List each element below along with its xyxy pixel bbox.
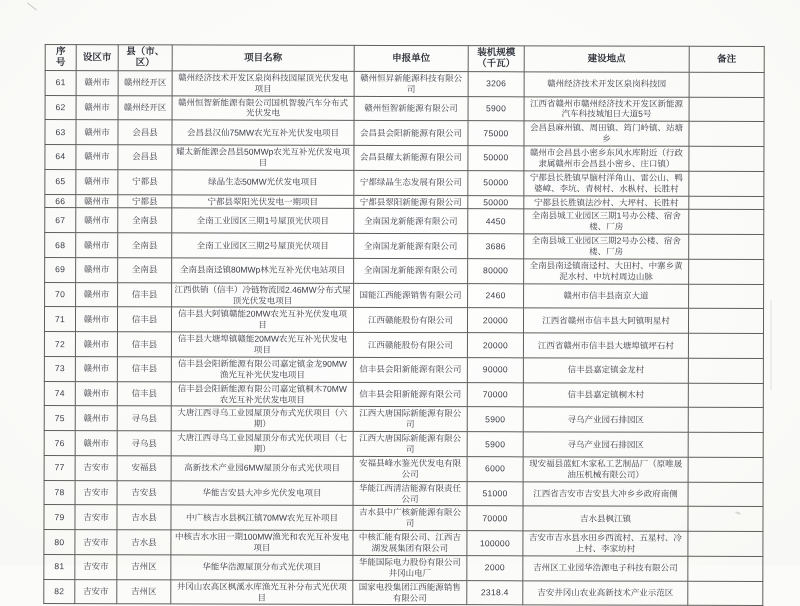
cell-project: 绿晶生态50MW光伏发电项目 (172, 170, 354, 195)
table-row (44, 406, 763, 433)
column-header-project: 项目名称 (172, 45, 354, 71)
column-header-capacity: 装机规模 （千瓦） (468, 46, 524, 72)
cell-capacity: 2000 (467, 556, 523, 581)
cell-applicant: 吉水县中广核新能源有限公司 (353, 506, 467, 531)
project-table (43, 44, 764, 606)
cell-county: 信丰县 (118, 282, 172, 307)
cell-location: 江西省赣州市赣州经济技术开发区新能源汽车科技城旭日大道5号 (524, 96, 689, 121)
cell-city: 赣州市 (76, 282, 118, 307)
cell-applicant: 中核汇能有限公司、江西吉湖发展集团有限公司 (353, 531, 467, 556)
cell-county: 信丰县 (117, 332, 171, 357)
cell-applicant: 江西赣能股份有限公司 (353, 308, 467, 333)
cell-project: 宁都县翠阳光伏发电一期项目 (172, 194, 354, 208)
cell-remark (689, 122, 764, 147)
cell-remark (688, 556, 763, 581)
cell-location: 赣州市会昌县小密乡东风水库附近（行政隶属赣州市会昌县小密乡、庄口镇） (524, 146, 689, 171)
cell-capacity: 4450 (468, 209, 524, 234)
cell-applicant: 宁都绿晶生态发展有限公司 (354, 170, 468, 195)
cell-capacity: 75000 (468, 121, 524, 146)
cell-location: 宁都县长胜镇早脑村洋角山、雷公山、鸭婆嶂、李坑、青树村、水枞村、长胜村 (524, 171, 689, 196)
cell-capacity: 5900 (467, 432, 523, 457)
cell-city: 吉安市 (75, 505, 117, 530)
cell-capacity: 100000 (467, 531, 523, 556)
table-row (45, 169, 764, 196)
cell-capacity: 80000 (468, 259, 524, 284)
table-row (44, 332, 763, 359)
cell-applicant: 江西大唐国际新能源有限公司 (353, 407, 467, 432)
cell-project: 高新技术产业园6MW屋顶分布式光伏项目 (171, 456, 353, 481)
cell-remark (688, 408, 763, 433)
project-table-wrap (43, 44, 763, 606)
cell-county: 宁都县 (118, 194, 172, 208)
cell-city: 赣州市 (75, 357, 117, 382)
cell-county: 全南县 (118, 233, 172, 258)
table-row (45, 95, 764, 122)
cell-county: 信丰县 (117, 357, 171, 382)
cell-project: 信丰县会阳新能源有限公司嘉定镇金龙90MW渔光互补光伏发电项目 (171, 357, 353, 382)
cell-city: 吉安市 (75, 530, 117, 555)
cell-capacity: 70000 (467, 506, 523, 531)
cell-location: 赣州经济技术开发区泉岗科技园 (524, 72, 689, 97)
table-row (45, 282, 764, 309)
cell-capacity: 50000 (468, 195, 524, 209)
column-header-county: 县（市、 区） (118, 45, 172, 71)
table-row (45, 120, 764, 147)
cell-remark (688, 531, 763, 556)
cell-county: 信丰县 (117, 307, 171, 332)
cell-applicant: 江西赣能股份有限公司 (353, 333, 467, 358)
cell-applicant: 赣州恒智新能源有限公司 (354, 96, 468, 121)
cell-applicant: 华能国际电力股份有限公司井冈山电厂 (353, 555, 467, 580)
cell-city: 吉安市 (75, 480, 117, 505)
cell-county: 吉州区 (117, 579, 171, 604)
table-row (45, 208, 764, 235)
cell-remark (688, 309, 763, 334)
cell-county: 会昌县 (118, 145, 172, 170)
header-row (45, 45, 764, 73)
table-row (44, 554, 763, 581)
cell-no: 79 (44, 505, 75, 530)
cell-capacity: 5900 (468, 96, 524, 121)
cell-county: 会昌县 (118, 120, 172, 145)
cell-remark (688, 432, 763, 457)
cell-county: 寻乌县 (117, 406, 171, 431)
cell-applicant: 会昌县会阳新能源有限公司 (354, 121, 468, 146)
cell-capacity: 20000 (467, 333, 523, 358)
cell-applicant: 赣州恒昇新能源科技有限公司 (354, 71, 468, 96)
table-row (44, 505, 763, 532)
cell-remark (689, 72, 764, 97)
cell-project: 江西供销（信丰）冷链物流园2.46MW分布式屋顶光伏发电项目 (172, 283, 354, 308)
cell-applicant: 江西大唐国际新能源有限公司 (353, 432, 467, 457)
cell-capacity: 70000 (467, 382, 523, 407)
cell-no: 75 (44, 406, 75, 431)
cell-remark (689, 259, 764, 284)
cell-applicant: 全南国龙新能源有限公司 (354, 209, 468, 234)
cell-no: 66 (45, 194, 76, 208)
cell-location: 寻乌产业园石排园区 (523, 432, 688, 457)
cell-location: 会昌县麻州镇、周田镇、筠门岭镇、站塘乡 (524, 121, 689, 146)
cell-city: 赣州市 (76, 233, 118, 258)
cell-project: 赣州恒智新能源有限公司国机智骏汽车分布式光伏发电 (172, 95, 354, 120)
cell-project: 井冈山农高区枫溪水库渔光互补分布式光伏项目 (171, 580, 353, 605)
cell-location: 现安福县蓝虹木家私工艺制品厂（原唯晟油压机械有限公司） (523, 457, 688, 482)
cell-no: 71 (44, 307, 75, 332)
cell-county: 安福县 (117, 456, 171, 481)
cell-location: 吉水县枫江镇 (523, 506, 688, 531)
cell-applicant: 国家电投集团江西能源销售有限公司 (353, 580, 467, 605)
cell-no: 80 (44, 530, 75, 555)
cell-remark (688, 333, 763, 358)
cell-no: 81 (44, 554, 75, 579)
table-row (44, 480, 763, 507)
cell-no: 74 (44, 381, 75, 406)
cell-county: 赣州经开区 (118, 95, 172, 120)
cell-applicant: 国能江西能源销售有限公司 (354, 283, 468, 308)
cell-project: 中核吉水水田一期100MW渔光和农光互补发电项目 (171, 530, 353, 555)
cell-applicant: 信丰县会阳新能源有限公司 (353, 357, 467, 382)
cell-city: 赣州市 (76, 145, 118, 170)
cell-county: 吉水县 (117, 505, 171, 530)
table-row (44, 431, 763, 458)
cell-capacity: 5900 (467, 407, 523, 432)
cell-project: 大唐江西寻乌工业园屋顶分布式光伏项目（六期） (171, 406, 353, 431)
cell-no: 68 (45, 233, 76, 258)
cell-remark (688, 383, 763, 408)
cell-city: 赣州市 (76, 169, 118, 194)
cell-project: 中广核吉水县枫江镇70MW农光互补项目 (171, 505, 353, 530)
cell-applicant: 会昌县耀太新能源有限公司 (354, 145, 468, 170)
cell-capacity: 51000 (467, 481, 523, 506)
table-row (44, 381, 763, 408)
cell-city: 赣州市 (75, 307, 117, 332)
cell-capacity: 2318.4 (467, 580, 523, 605)
cell-county: 全南县 (118, 258, 172, 283)
cell-project: 大唐江西寻乌工业园屋顶分布式光伏项目（七期） (171, 431, 353, 456)
cell-applicant: 全南国龙新能源有限公司 (354, 234, 468, 259)
cell-city: 赣州市 (76, 120, 118, 145)
cell-capacity: 2460 (468, 283, 524, 308)
column-header-remark: 备注 (689, 46, 764, 72)
cell-capacity: 3686 (468, 234, 524, 259)
cell-location: 全南县城工业园区三期1号办公楼、宿舍楼、厂房 (524, 209, 689, 234)
table-header (45, 45, 764, 73)
table-row (45, 145, 764, 172)
cell-project: 华能吉安县大冲乡光伏发电项目 (171, 481, 353, 506)
scan-artifact (27, 2, 37, 10)
cell-no: 78 (44, 480, 75, 505)
cell-project: 信丰县大阿镇赣能20MW农光互补光伏发电项目 (171, 307, 353, 332)
cell-remark (689, 284, 764, 309)
cell-project: 耀太新能源会昌县50MWp农光互补光伏发电项目 (172, 145, 354, 170)
cell-location: 江西省吉安市吉安县大冲乡乡政府南侧 (523, 481, 688, 506)
cell-no: 64 (45, 145, 76, 170)
cell-no: 82 (44, 579, 75, 604)
cell-location: 吉州区工业园华浩源电子科技有限公司 (523, 556, 688, 581)
column-header-no: 序 号 (45, 45, 76, 71)
cell-city: 赣州市 (76, 70, 118, 95)
cell-location: 宁都县长胜镇法沙村、大坪村、长胜村 (524, 195, 689, 209)
cell-no: 70 (45, 282, 76, 307)
cell-location: 全南县南迳镇南迳村、大田村、中寨乡黄泥水村、中坑村周边山脉 (524, 259, 689, 284)
cell-remark (689, 210, 764, 235)
cell-applicant: 信丰县会阳新能源有限公司 (353, 382, 467, 407)
table-body (44, 70, 764, 606)
cell-remark (688, 507, 763, 532)
cell-project: 信丰县大塘埠镇赣能20MW农光互补光伏发电项目 (171, 332, 353, 357)
cell-capacity: 50000 (468, 170, 524, 195)
cell-no: 61 (45, 70, 76, 95)
cell-project: 全南工业园区三期2号屋顶光伏项目 (172, 233, 354, 258)
table-row (45, 257, 764, 284)
cell-remark (688, 457, 763, 482)
cell-county: 吉州区 (117, 555, 171, 580)
cell-city: 吉安市 (75, 555, 117, 580)
cell-capacity: 20000 (467, 308, 523, 333)
cell-county: 寻乌县 (117, 431, 171, 456)
cell-county: 吉水县 (117, 530, 171, 555)
cell-remark (688, 581, 763, 606)
cell-remark (689, 234, 764, 259)
column-header-applicant: 申报单位 (354, 45, 468, 71)
cell-city: 赣州市 (75, 332, 117, 357)
cell-no: 69 (45, 257, 76, 282)
cell-no: 77 (44, 455, 75, 480)
cell-no: 62 (45, 95, 76, 120)
scan-artifact (770, 300, 772, 390)
cell-location: 江西省赣州市信丰县大塘埠镇坪石村 (523, 333, 688, 358)
cell-location: 赣州市信丰县南京大道 (524, 283, 689, 308)
cell-county: 赣州经开区 (118, 71, 172, 96)
cell-capacity: 6000 (467, 457, 523, 482)
cell-project: 赣州经济技术开发区泉岗科技园屋顶光伏发电项目 (172, 71, 354, 96)
cell-remark (689, 171, 764, 196)
cell-remark (689, 146, 764, 171)
cell-project: 会昌县汉仙75MW农光互补光伏发电项目 (172, 120, 354, 145)
table-row (44, 579, 763, 606)
cell-capacity: 50000 (468, 146, 524, 171)
cell-county: 宁都县 (118, 170, 172, 195)
table-row (44, 530, 763, 557)
cell-remark (689, 196, 764, 210)
cell-city: 赣州市 (75, 381, 117, 406)
cell-no: 63 (45, 120, 76, 145)
table-row (45, 233, 764, 260)
cell-county: 信丰县 (117, 381, 171, 406)
cell-no: 76 (44, 431, 75, 456)
table-row (45, 70, 764, 97)
cell-city: 吉安市 (75, 579, 117, 604)
cell-location: 吉安井冈山农业高新技术产业示范区 (523, 580, 688, 605)
cell-city: 赣州市 (75, 431, 117, 456)
column-header-city: 设区市 (76, 45, 118, 71)
cell-no: 67 (45, 208, 76, 233)
table-row (44, 455, 763, 482)
cell-location: 寻乌产业园石排园区 (523, 407, 688, 432)
cell-location: 江西省赣州市信丰县大阿镇明星村 (523, 308, 688, 333)
table-row (44, 356, 763, 383)
cell-remark (689, 97, 764, 122)
cell-location: 信丰县嘉定镇桐木村 (523, 382, 688, 407)
cell-city: 赣州市 (76, 258, 118, 283)
cell-applicant: 宁都县翠阳新能源有限公司 (354, 195, 468, 209)
cell-location: 全南县城工业园区三期2号办公楼、宿舍楼、厂房 (524, 234, 689, 259)
cell-remark (688, 358, 763, 383)
cell-no: 65 (45, 169, 76, 194)
table-row (44, 307, 763, 334)
cell-applicant: 华能江西清洁能源有限责任公司 (353, 481, 467, 506)
cell-city: 赣州市 (75, 406, 117, 431)
cell-city: 吉安市 (75, 456, 117, 481)
cell-no: 73 (44, 356, 75, 381)
cell-city: 赣州市 (76, 194, 118, 208)
column-header-location: 建设地点 (524, 46, 689, 72)
cell-no: 72 (44, 332, 75, 357)
cell-applicant: 全南国龙新能源有限公司 (354, 258, 468, 283)
cell-location: 信丰县嘉定镇金龙村 (523, 358, 688, 383)
cell-location: 吉安市吉水县水田乡西流村、五星村、冷上村、李家坊村 (523, 531, 688, 556)
cell-applicant: 安福县峰水鉴光伏发电有限公司 (353, 456, 467, 481)
cell-county: 全南县 (118, 208, 172, 233)
cell-remark (688, 482, 763, 507)
cell-project: 信丰县会阳新能源有限公司嘉定镇桐木70MW农光互补光伏发电项目 (171, 382, 353, 407)
cell-project: 华能华浩源屋顶分布式光伏项目 (171, 555, 353, 580)
cell-capacity: 3206 (468, 71, 524, 96)
cell-project: 全南县南迳镇80MWp林光互补光伏电站项目 (172, 258, 354, 283)
cell-city: 赣州市 (76, 208, 118, 233)
cell-city: 赣州市 (76, 95, 118, 120)
cell-project: 全南工业园区三期1号屋顶光伏项目 (172, 208, 354, 233)
cell-capacity: 90000 (467, 358, 523, 383)
cell-county: 吉安县 (117, 480, 171, 505)
